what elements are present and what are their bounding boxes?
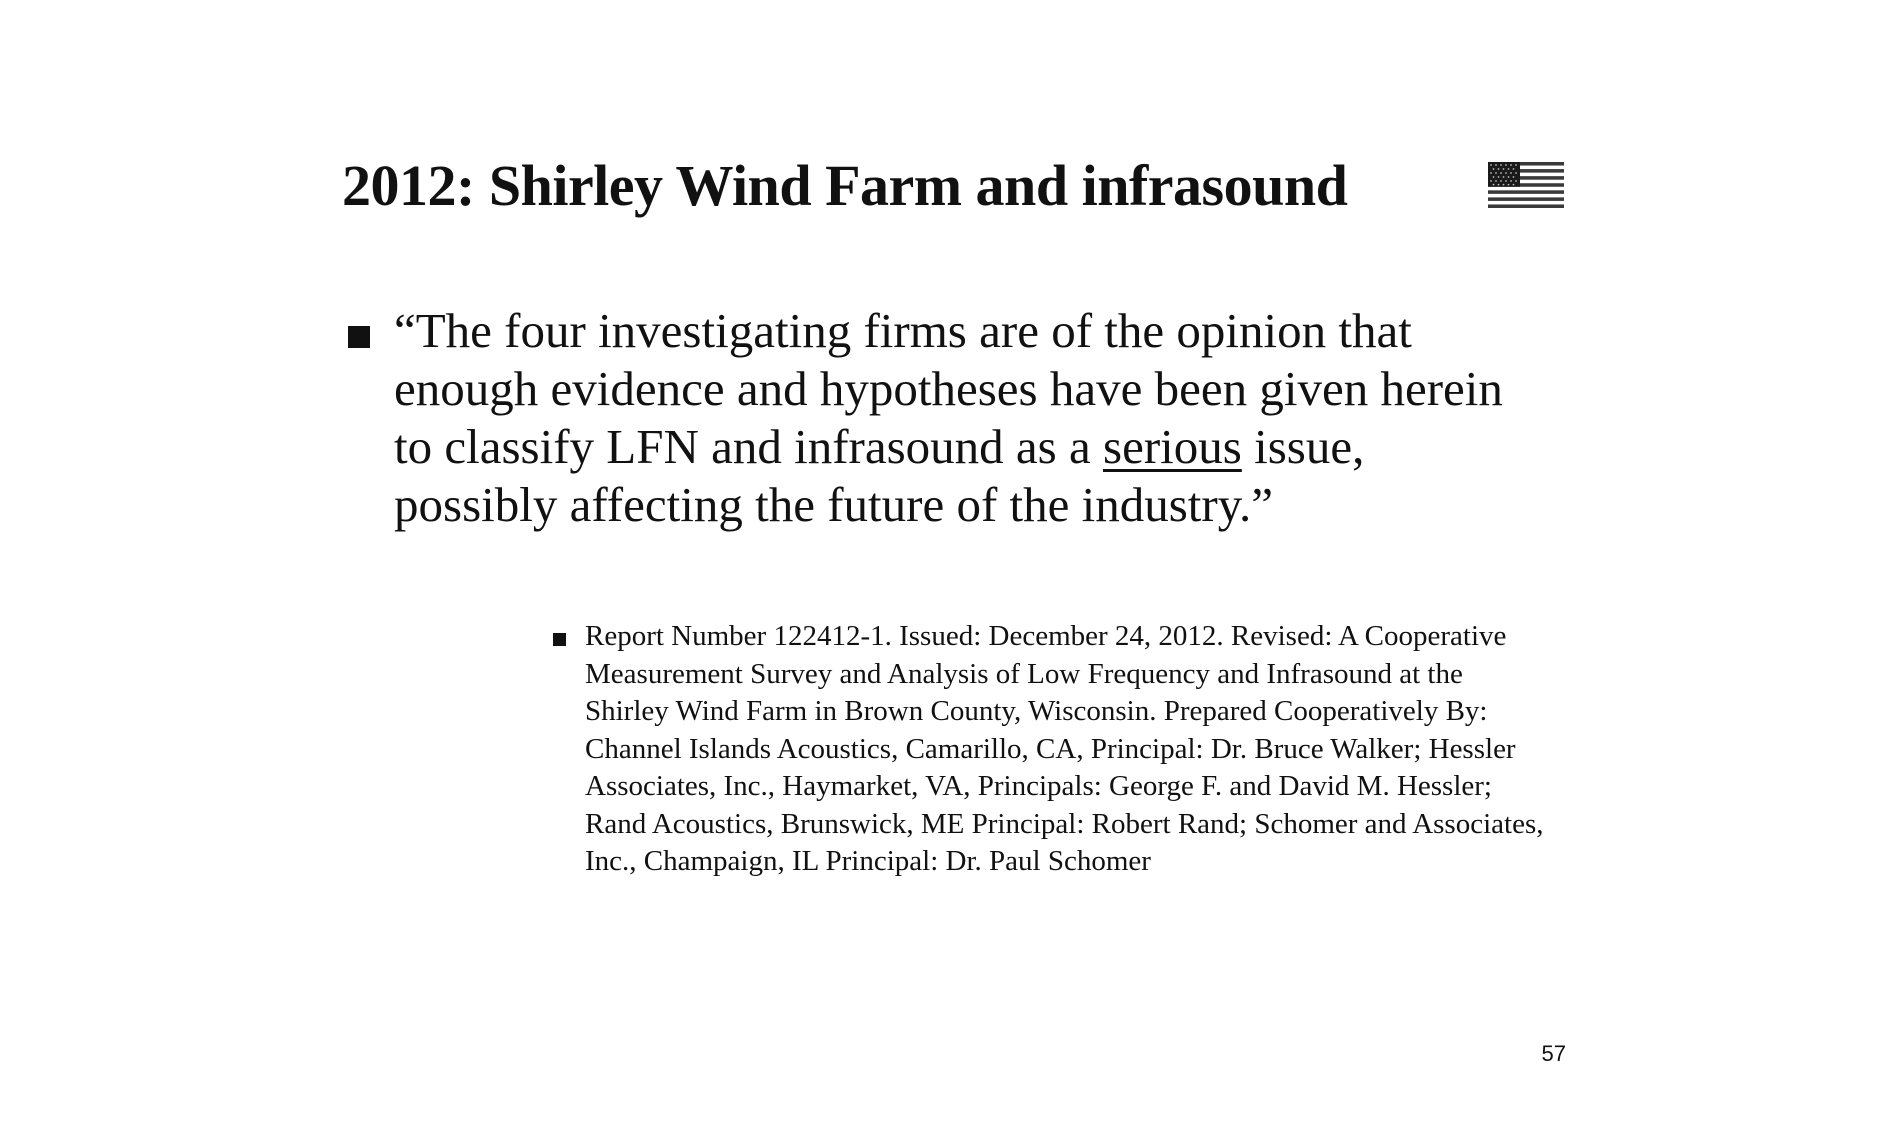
sub-bullet-square: [553, 633, 566, 646]
slide-title: 2012: Shirley Wind Farm and infrasound: [342, 153, 1348, 218]
quote-text: [394, 302, 1524, 534]
quote-text-before: “The four investigating firms are of the opinion that enough evidence and hypotheses have been given herein to classify LFN and infrasound as a: [394, 303, 1503, 474]
report-citation: Report Number 122412-1. Issued: December 24, 2012. Revised: A Cooperative Measurement Survey and Analysis of Low Frequency and Infrasound at the Shirley Wind Farm in Brown County, Wisconsin. Prepared Cooperatively By: Channel Islands Acoustics, Camarillo, CA, Principal: Dr. Bruce Walker; Hessler Associates, Inc., Haymarket, VA, Principals: George F. and David M. Hessler; Rand Acoustics, Brunswick, ME Principal: Robert Rand; Schomer and Associates, Inc., Champaign, IL Principal: Dr. Paul Schomer: [585, 620, 1544, 877]
page-number: 57: [1541, 1041, 1566, 1066]
main-bullet-square: [348, 326, 370, 348]
us-flag-icon: [1488, 162, 1564, 208]
quote-text-after: issue, possibly affecting the future of the industry.”: [394, 419, 1365, 532]
quote-emphasis-serious: serious: [1103, 419, 1242, 474]
